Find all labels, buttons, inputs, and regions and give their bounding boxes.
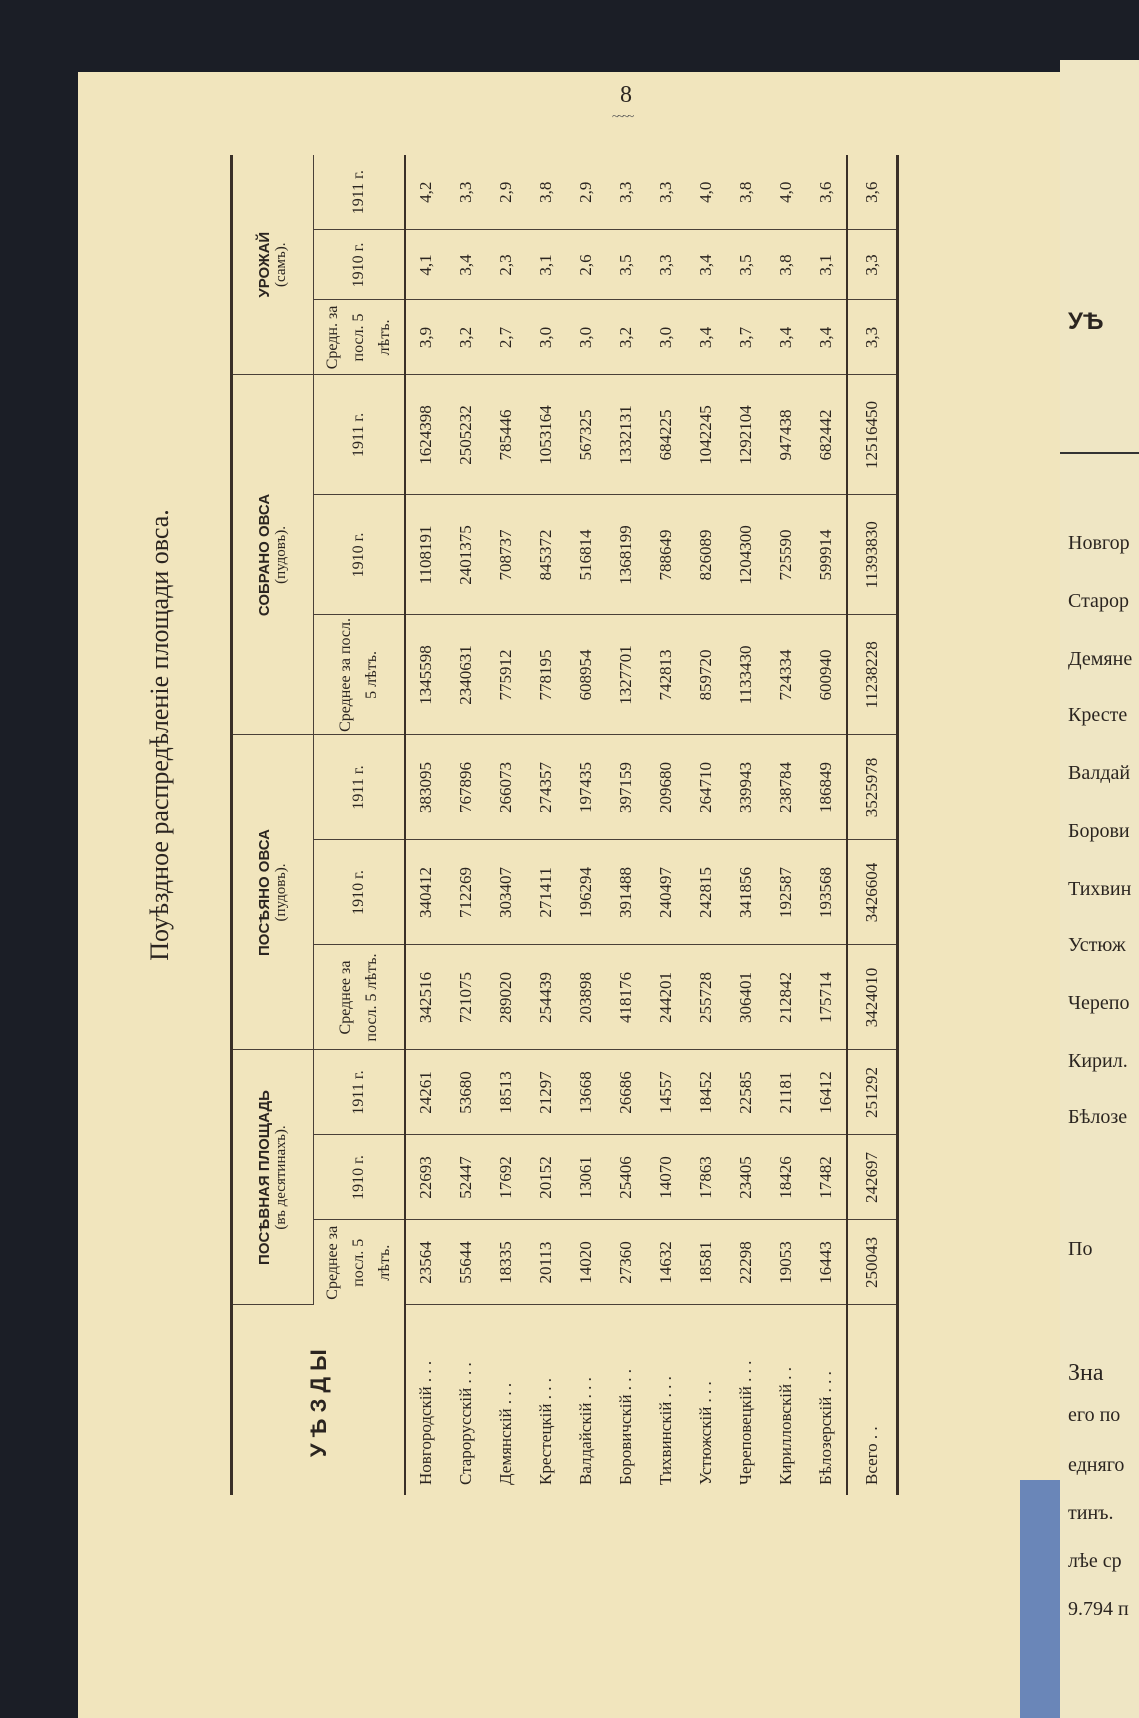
value-cell: 721075 [446, 945, 486, 1050]
value-cell: 2,9 [486, 155, 526, 230]
right-page-line: Бѣлозе [1068, 1106, 1128, 1128]
value-cell: 17692 [486, 1135, 526, 1220]
value-cell: 516814 [566, 495, 606, 615]
value-cell: 712269 [446, 840, 486, 945]
value-cell: 3424010 [847, 945, 896, 1050]
col-header-avg: Среднее за посл. 5 лѣтъ. [314, 615, 406, 735]
value-cell: 1345598 [405, 615, 446, 735]
value-cell: 238784 [766, 735, 806, 840]
col-header-avg: Среднее за посл. 5 лѣтъ. [314, 945, 406, 1050]
value-cell: 175714 [806, 945, 847, 1050]
page-edge-marker [1020, 1480, 1060, 1718]
value-cell: 4,0 [766, 155, 806, 230]
value-cell: 3,6 [847, 155, 896, 230]
value-cell: 3,2 [446, 300, 486, 375]
value-cell: 19053 [766, 1220, 806, 1305]
value-cell: 391488 [606, 840, 646, 945]
col-header-1911: 1911 г. [314, 155, 406, 230]
oats-distribution-table [233, 155, 896, 1495]
value-cell: 18335 [486, 1220, 526, 1305]
value-cell: 18452 [686, 1050, 726, 1135]
value-cell: 18581 [686, 1220, 726, 1305]
value-cell: 1332131 [606, 375, 646, 495]
value-cell: 14070 [646, 1135, 686, 1220]
value-cell: 27360 [606, 1220, 646, 1305]
value-cell: 4,0 [686, 155, 726, 230]
value-cell: 742813 [646, 615, 686, 735]
value-cell: 3,7 [726, 300, 766, 375]
value-cell: 3,4 [446, 230, 486, 300]
value-cell: 255728 [686, 945, 726, 1050]
total-row [847, 155, 896, 1495]
table-row [606, 155, 646, 1495]
value-cell: 250043 [847, 1220, 896, 1305]
col-header-1910: 1910 г. [314, 495, 406, 615]
value-cell: 3,3 [847, 230, 896, 300]
value-cell: 274357 [526, 735, 566, 840]
value-cell: 55644 [446, 1220, 486, 1305]
table-row [726, 155, 766, 1495]
right-page-line: едняго [1068, 1454, 1125, 1476]
value-cell: 26686 [606, 1050, 646, 1135]
col-header-avg: Среднее за посл. 5 лѣтъ. [314, 1220, 406, 1305]
value-cell: 767896 [446, 735, 486, 840]
value-cell: 1133430 [726, 615, 766, 735]
value-cell: 3,4 [806, 300, 847, 375]
rotated-table-block [145, 0, 990, 1495]
value-cell: 1204300 [726, 495, 766, 615]
value-cell: 24261 [405, 1050, 446, 1135]
value-cell: 682442 [806, 375, 847, 495]
value-cell: 11393830 [847, 495, 896, 615]
value-cell: 845372 [526, 495, 566, 615]
value-cell: 1108191 [405, 495, 446, 615]
right-page-line: Черепо [1068, 992, 1130, 1014]
district-name-cell: Боровичскій . . . [616, 1368, 635, 1485]
value-cell: 708737 [486, 495, 526, 615]
district-name-cell: Череповецкій . . . [736, 1360, 755, 1485]
value-cell: 53680 [446, 1050, 486, 1135]
value-cell: 13061 [566, 1135, 606, 1220]
district-name-cell: Валдайскій . . . [576, 1377, 595, 1485]
value-cell: 567325 [566, 375, 606, 495]
right-page-line: По [1068, 1238, 1093, 1260]
value-cell: 684225 [646, 375, 686, 495]
value-cell: 209680 [646, 735, 686, 840]
right-page-line: Борови [1068, 820, 1130, 842]
value-cell: 240497 [646, 840, 686, 945]
sown-header: ПОСѢЯНО ОВСА (пудовъ). [233, 735, 314, 1050]
table-row [766, 155, 806, 1495]
district-name-cell: Демянскій . . . [496, 1382, 515, 1485]
value-cell: 1624398 [405, 375, 446, 495]
value-cell: 3,8 [766, 230, 806, 300]
value-cell: 21297 [526, 1050, 566, 1135]
right-page-line: его по [1068, 1404, 1121, 1426]
value-cell: 1292104 [726, 375, 766, 495]
value-cell: 3,2 [606, 300, 646, 375]
value-cell: 3,4 [686, 300, 726, 375]
value-cell: 303407 [486, 840, 526, 945]
value-cell: 192587 [766, 840, 806, 945]
value-cell: 724334 [766, 615, 806, 735]
value-cell: 2,3 [486, 230, 526, 300]
value-cell: 1368199 [606, 495, 646, 615]
col-header-1911: 1911 г. [314, 375, 406, 495]
value-cell: 289020 [486, 945, 526, 1050]
value-cell: 383095 [405, 735, 446, 840]
value-cell: 3,3 [646, 155, 686, 230]
value-cell: 2401375 [446, 495, 486, 615]
value-cell: 2340631 [446, 615, 486, 735]
yield-header: УРОЖАЙ (самъ). [233, 155, 314, 375]
right-page-line: Кирил. [1068, 1050, 1128, 1072]
table-row [405, 155, 446, 1495]
table-row [566, 155, 606, 1495]
area-header: ПОСѢВНАЯ ПЛОЩАДЬ (въ десятинахъ). [233, 1050, 314, 1305]
value-cell: 14632 [646, 1220, 686, 1305]
value-cell: 599914 [806, 495, 847, 615]
value-cell: 306401 [726, 945, 766, 1050]
value-cell: 397159 [606, 735, 646, 840]
value-cell: 20113 [526, 1220, 566, 1305]
value-cell: 18513 [486, 1050, 526, 1135]
district-name-cell: Крестецкій . . . [536, 1377, 555, 1485]
value-cell: 725590 [766, 495, 806, 615]
value-cell: 23405 [726, 1135, 766, 1220]
table-frame [230, 155, 899, 1495]
value-cell: 1042245 [686, 375, 726, 495]
value-cell: 242815 [686, 840, 726, 945]
value-cell: 11238228 [847, 615, 896, 735]
value-cell: 3525978 [847, 735, 896, 840]
col-header-1910: 1910 г. [314, 1135, 406, 1220]
value-cell: 22693 [405, 1135, 446, 1220]
value-cell: 203898 [566, 945, 606, 1050]
value-cell: 3,0 [646, 300, 686, 375]
value-cell: 1053164 [526, 375, 566, 495]
right-page-line: тинъ. [1068, 1502, 1114, 1524]
table-row [646, 155, 686, 1495]
value-cell: 3,9 [405, 300, 446, 375]
value-cell: 242697 [847, 1135, 896, 1220]
right-page-line: Старор [1068, 590, 1129, 612]
value-cell: 826089 [686, 495, 726, 615]
value-cell: 16443 [806, 1220, 847, 1305]
district-name-cell: Устюжскій . . . [696, 1381, 715, 1485]
value-cell: 254439 [526, 945, 566, 1050]
right-page-line: 9.794 п [1068, 1598, 1129, 1620]
value-cell: 947438 [766, 375, 806, 495]
value-cell: 788649 [646, 495, 686, 615]
value-cell: 18426 [766, 1135, 806, 1220]
value-cell: 14020 [566, 1220, 606, 1305]
value-cell: 859720 [686, 615, 726, 735]
right-page-line: лѣе ср [1068, 1550, 1122, 1572]
table-row [806, 155, 847, 1495]
value-cell: 264710 [686, 735, 726, 840]
table-row [446, 155, 486, 1495]
value-cell: 266073 [486, 735, 526, 840]
right-page-line: Демяне [1068, 648, 1133, 670]
value-cell: 244201 [646, 945, 686, 1050]
col-header-1910: 1910 г. [314, 840, 406, 945]
value-cell: 20152 [526, 1135, 566, 1220]
value-cell: 342516 [405, 945, 446, 1050]
value-cell: 340412 [405, 840, 446, 945]
right-page-line: Тихвин [1068, 878, 1132, 900]
value-cell: 251292 [847, 1050, 896, 1135]
right-page-line: Зна [1068, 1360, 1104, 1386]
value-cell: 22585 [726, 1050, 766, 1135]
district-name-cell: Бѣлозерскій . . . [816, 1371, 835, 1485]
value-cell: 3,5 [726, 230, 766, 300]
value-cell: 2,7 [486, 300, 526, 375]
value-cell: 21181 [766, 1050, 806, 1135]
value-cell: 196294 [566, 840, 606, 945]
value-cell: 271411 [526, 840, 566, 945]
district-name-cell: Всего . . [847, 1305, 896, 1495]
table-row [486, 155, 526, 1495]
value-cell: 2505232 [446, 375, 486, 495]
right-page-fragment [1060, 60, 1139, 1718]
right-page-line: Новгор [1068, 532, 1130, 554]
value-cell: 17863 [686, 1135, 726, 1220]
value-cell: 3,5 [606, 230, 646, 300]
value-cell: 3,8 [726, 155, 766, 230]
value-cell: 3,1 [806, 230, 847, 300]
table-title: Поуѣздное распредѣленіе площади овса. [145, 509, 174, 961]
value-cell: 600940 [806, 615, 847, 735]
value-cell: 22298 [726, 1220, 766, 1305]
right-page-heading: УѢ [1068, 308, 1104, 335]
value-cell: 3,6 [806, 155, 847, 230]
value-cell: 197435 [566, 735, 606, 840]
value-cell: 3,0 [526, 300, 566, 375]
col-header-1910: 1910 г. [314, 230, 406, 300]
page-number: 8 [620, 82, 632, 108]
value-cell: 14557 [646, 1050, 686, 1135]
value-cell: 3,3 [646, 230, 686, 300]
value-cell: 2,9 [566, 155, 606, 230]
value-cell: 13668 [566, 1050, 606, 1135]
value-cell: 193568 [806, 840, 847, 945]
district-name-cell: Кирилловскій . . [776, 1366, 795, 1485]
district-header: УѢЗДЫ [305, 1343, 331, 1458]
district-name-cell: Тихвинскій . . . [656, 1376, 675, 1485]
value-cell: 3,3 [446, 155, 486, 230]
value-cell: 4,2 [405, 155, 446, 230]
value-cell: 3,8 [526, 155, 566, 230]
value-cell: 3,4 [766, 300, 806, 375]
right-page-line: Валдай [1068, 762, 1131, 784]
value-cell: 186849 [806, 735, 847, 840]
value-cell: 1327701 [606, 615, 646, 735]
value-cell: 12516450 [847, 375, 896, 495]
value-cell: 52447 [446, 1135, 486, 1220]
value-cell: 3,3 [847, 300, 896, 375]
value-cell: 4,1 [405, 230, 446, 300]
value-cell: 25406 [606, 1135, 646, 1220]
value-cell: 3,1 [526, 230, 566, 300]
value-cell: 341856 [726, 840, 766, 945]
value-cell: 3,0 [566, 300, 606, 375]
page-number-ornament: ~~~~ [612, 108, 633, 123]
value-cell: 16412 [806, 1050, 847, 1135]
right-page-line: Кресте [1068, 704, 1128, 726]
value-cell: 2,6 [566, 230, 606, 300]
district-name-cell: Старорусскій . . . [456, 1362, 475, 1485]
table-row [686, 155, 726, 1495]
collected-header: СОБРАНО ОВСА (пудовъ). [233, 375, 314, 735]
value-cell: 3,3 [606, 155, 646, 230]
value-cell: 775912 [486, 615, 526, 735]
table-row [526, 155, 566, 1495]
right-page-line: Устюж [1068, 934, 1126, 956]
district-name-cell: Новгородскій . . . [416, 1360, 435, 1485]
col-header-1911: 1911 г. [314, 735, 406, 840]
value-cell: 785446 [486, 375, 526, 495]
value-cell: 23564 [405, 1220, 446, 1305]
value-cell: 212842 [766, 945, 806, 1050]
value-cell: 3426604 [847, 840, 896, 945]
col-header-1911: 1911 г. [314, 1050, 406, 1135]
value-cell: 339943 [726, 735, 766, 840]
col-header-avg: Средн. за посл. 5 лѣтъ. [314, 300, 406, 375]
value-cell: 418176 [606, 945, 646, 1050]
value-cell: 3,4 [686, 230, 726, 300]
value-cell: 17482 [806, 1135, 847, 1220]
value-cell: 778195 [526, 615, 566, 735]
value-cell: 608954 [566, 615, 606, 735]
